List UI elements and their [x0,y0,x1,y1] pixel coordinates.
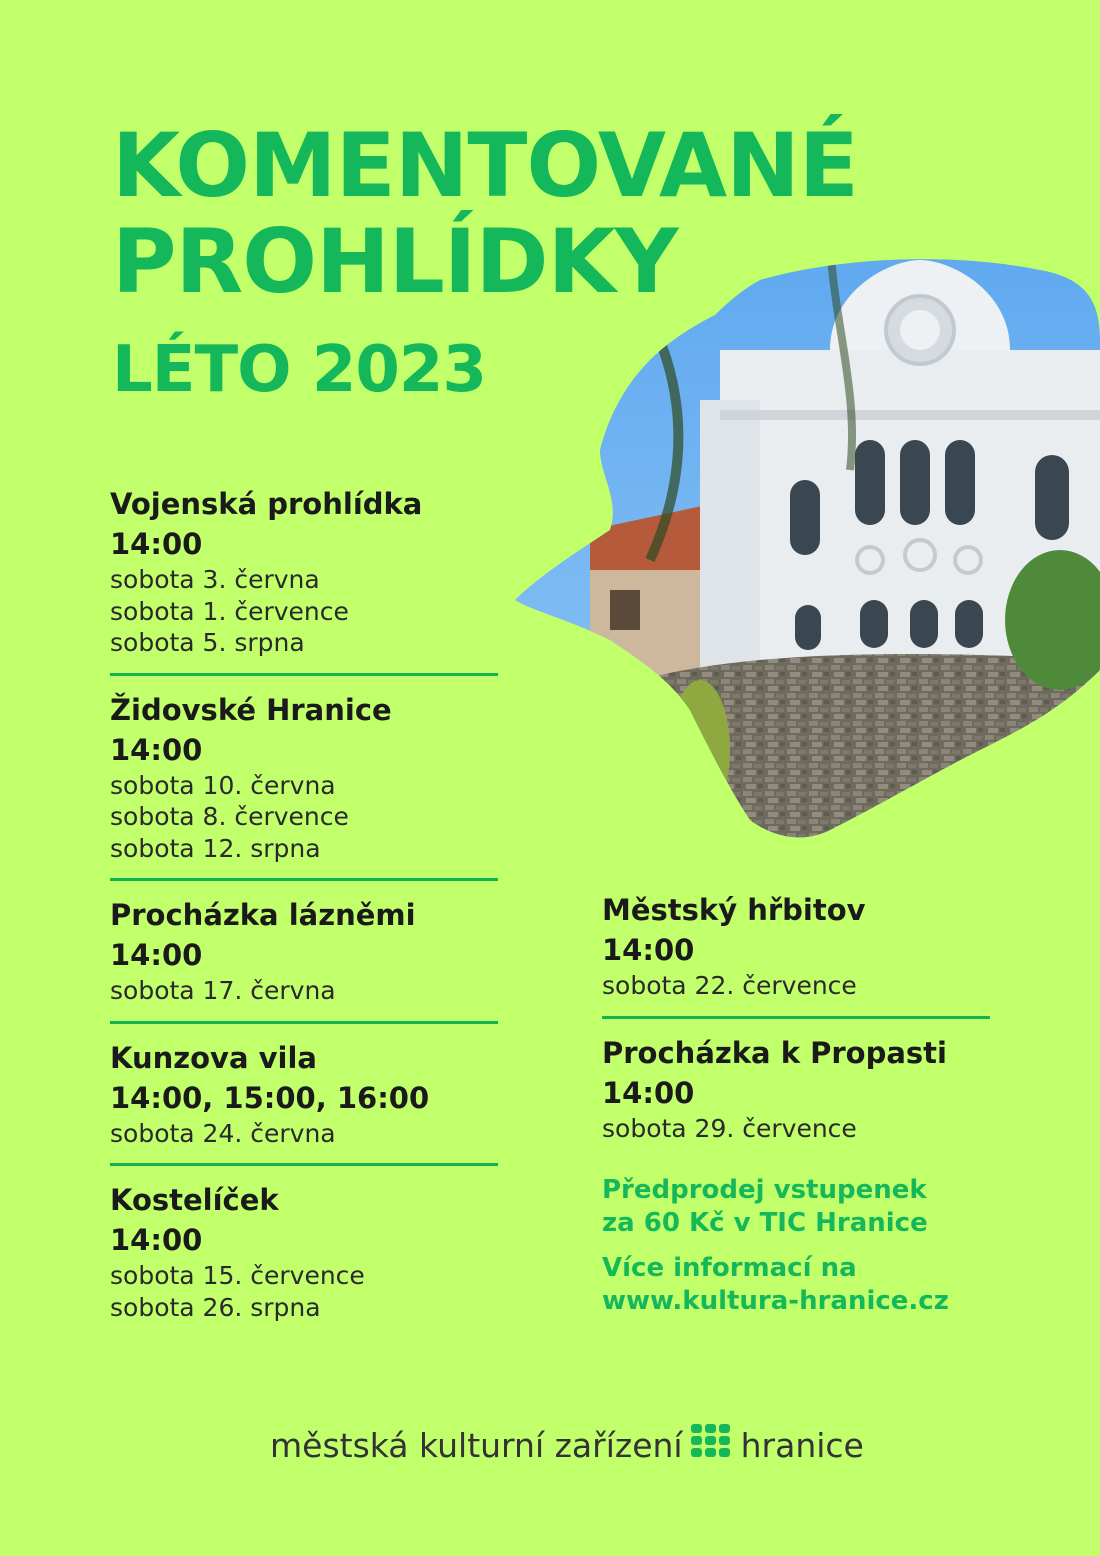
tours-left-column [110,484,498,1323]
tour-propast [602,1033,990,1145]
tour-date: sobota 8. července [110,802,349,831]
tour-date: sobota 24. června [110,1118,336,1148]
tour-dates [110,564,498,659]
tour-date: sobota 15. července [110,1261,365,1290]
tour-vojenska [110,484,498,659]
tours-right-column [602,890,990,1318]
divider [110,1163,498,1166]
tour-time: 14:00 [110,1223,203,1257]
divider [110,673,498,676]
more-info [602,1252,990,1318]
tour-name: Vojenská prohlídka [110,487,423,521]
tour-name: Židovské Hranice [110,692,392,727]
tour-name: Kunzova vila [110,1040,317,1075]
tour-date: sobota 12. srpna [110,833,321,863]
tour-time: 14:00 [110,938,203,972]
tour-time: 14:00 [602,1075,695,1110]
tour-date: sobota 1. července [110,596,349,626]
tour-kunzova-vila [110,1038,498,1150]
presale-line: Předprodej vstupenek [602,1175,927,1205]
tour-time: 14:00 [602,933,695,967]
tour-time: 14:00, 15:00, 16:00 [110,1080,430,1115]
title-line-1: KOMENTOVANÉ [112,114,858,217]
tour-date: sobota 29. července [602,1113,857,1143]
tour-name: Procházka lázněmi [110,898,416,932]
tour-name: Kostelíček [110,1183,279,1217]
poster-subtitle: LÉTO 2023 [112,333,486,407]
divider [110,878,498,881]
website-link[interactable]: www.kultura-hranice.cz [602,1286,949,1316]
tour-date: sobota 22. července [602,971,857,1000]
tour-dates [110,975,498,1007]
tour-dates [110,1260,498,1323]
tour-name: Procházka k Propasti [602,1035,947,1070]
tour-date: sobota 10. června [110,770,336,800]
tour-dates [110,1118,498,1150]
presale-line: za 60 Kč v TIC Hranice [602,1208,928,1238]
tour-dates [110,770,498,865]
tour-dates [602,1113,990,1145]
tour-zidovske [110,690,498,865]
tour-date: sobota 26. srpna [110,1292,321,1322]
tour-date: sobota 5. srpna [110,628,305,657]
divider [602,1016,990,1019]
org-name: městská kulturní zařízení [270,1425,683,1465]
more-info-line: Více informací na [602,1253,857,1283]
tour-hrbitov [602,890,990,1002]
footer [270,1424,864,1466]
synagogue-photo [500,230,1100,840]
divider [110,1021,498,1024]
city-name: hranice [740,1425,864,1465]
tour-kostelicek [110,1180,498,1323]
presale-info [602,1174,990,1240]
tour-dates [602,970,990,1002]
tour-name: Městský hřbitov [602,893,866,927]
tour-date: sobota 3. června [110,565,320,594]
tour-time: 14:00 [110,732,203,767]
grid-logo-icon [691,1424,731,1466]
tour-time: 14:00 [110,527,203,561]
tour-lazne [110,895,498,1007]
tour-date: sobota 17. června [110,976,336,1005]
title-line-2: PROHLÍDKY [112,210,678,313]
